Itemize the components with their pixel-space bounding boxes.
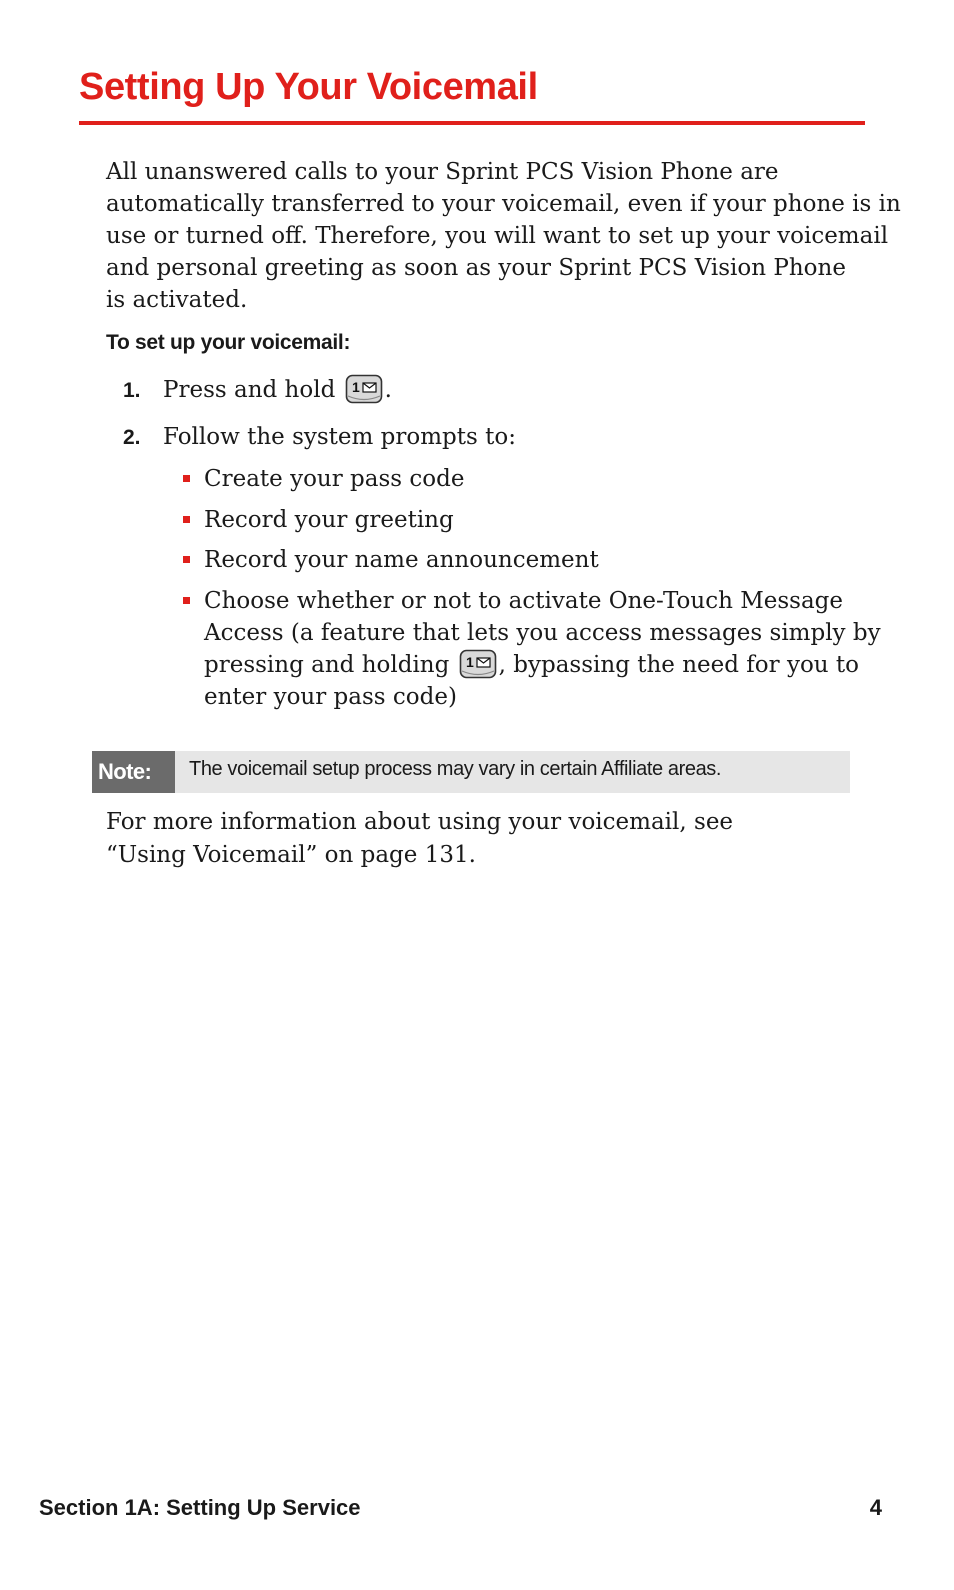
- more-info-line: For more information about using your voicemail, see: [106, 809, 734, 835]
- step-text: Press and hold: [163, 377, 336, 403]
- svg-text:1: 1: [465, 654, 474, 670]
- intro-line: automatically transferred to your voicemail, even if your phone is in: [106, 191, 901, 217]
- voicemail-key-icon: [459, 649, 497, 679]
- note-label: Note:: [92, 751, 175, 793]
- bullet-square-icon: [183, 556, 190, 563]
- bullet-item: Record your greeting: [183, 504, 848, 536]
- title-underline: [79, 121, 865, 125]
- step-text-end: .: [384, 377, 392, 403]
- note-text: The voicemail setup process may vary in certain Affiliate areas.: [189, 758, 722, 780]
- bullet-item: Create your pass code: [183, 463, 848, 495]
- step-text: Follow the system prompts to:: [163, 424, 516, 450]
- note-box: [92, 751, 850, 793]
- page-title: Setting Up Your Voicemail: [79, 66, 538, 108]
- bullet-item: Record your name announcement: [183, 544, 848, 576]
- intro-paragraph: [106, 156, 901, 316]
- voicemail-key-icon: [345, 374, 383, 404]
- more-info-paragraph: [106, 806, 733, 872]
- intro-line: is activated.: [106, 287, 248, 313]
- step-2: [123, 421, 516, 454]
- bullet-item: Choose whether or not to activate One-Touch Message Access (a feature that lets you access messages simply by pressing and holding 1 , bypassing the need for you to enter your pass code): [183, 585, 848, 713]
- intro-line: and personal greeting as soon as your Sprint PCS Vision Phone: [106, 255, 846, 281]
- intro-line: use or turned off. Therefore, you will want to set up your voicemail: [106, 223, 889, 249]
- svg-text:1: 1: [351, 379, 360, 395]
- bullet-square-icon: [183, 597, 190, 604]
- footer-section-title: Section 1A: Setting Up Service: [39, 1495, 361, 1520]
- step-number: 2.: [123, 426, 141, 449]
- intro-line: All unanswered calls to your Sprint PCS Vision Phone are: [106, 159, 779, 185]
- step-number: 1.: [123, 379, 141, 402]
- procedure-heading: To set up your voicemail:: [106, 331, 351, 354]
- step-1: [123, 374, 392, 407]
- more-info-link-line: “Using Voicemail” on page 131.: [106, 842, 476, 868]
- bullet-square-icon: [183, 516, 190, 523]
- bullet-square-icon: [183, 475, 190, 482]
- footer-page-number: 4: [869, 1495, 882, 1520]
